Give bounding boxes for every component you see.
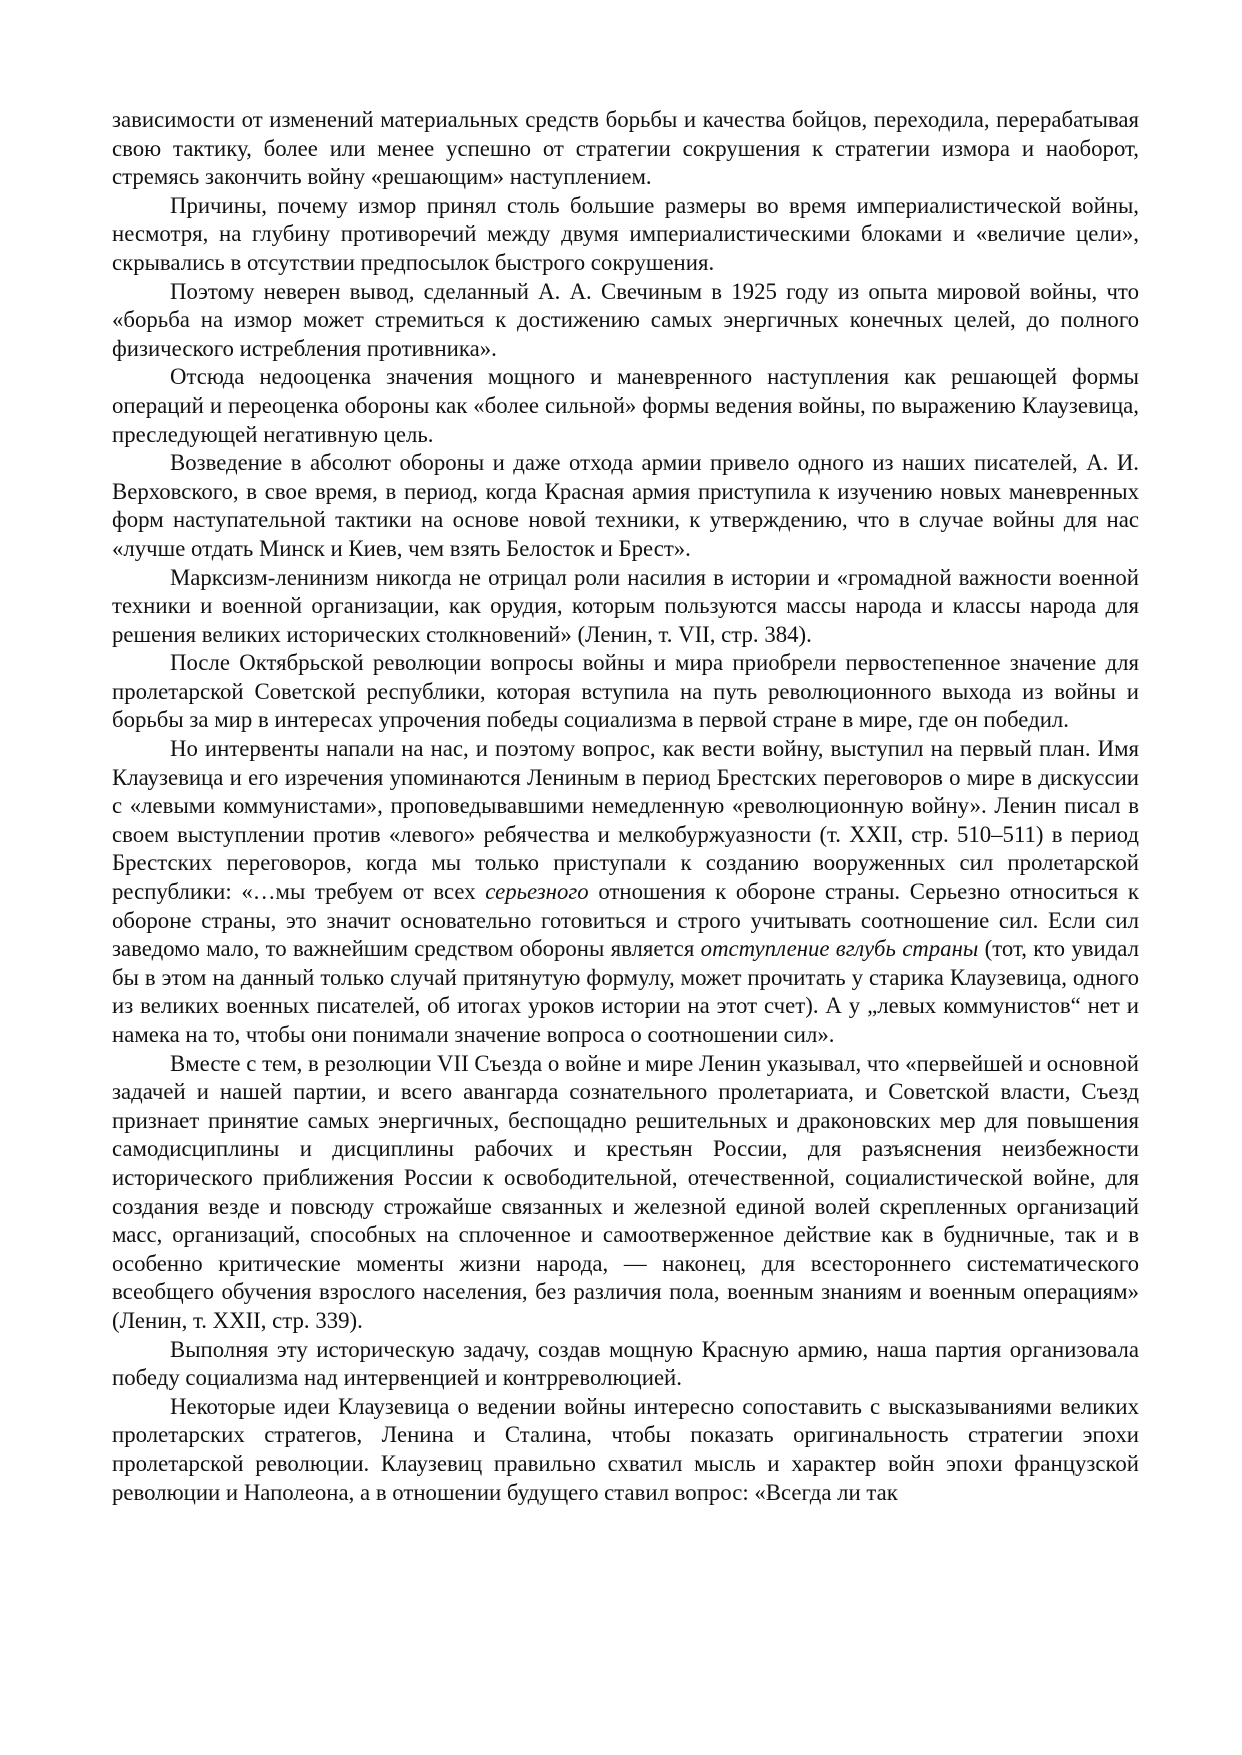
paragraph-7 (112, 649, 1139, 735)
paragraph-2 (112, 192, 1139, 278)
paragraph-6 (112, 564, 1139, 650)
paragraph-7-text: После Октябрьской революции вопросы войны и мира приобрели первостепенное значение для пролетарской Советской республики, которая вступила на путь революционного выхода из войны и борьбы за мир в интересах упрочения победы социализма в первой стране в мире, где он победил. (112, 650, 1139, 733)
paragraph-5 (112, 449, 1139, 563)
paragraph-6-text: Марксизм-ленинизм никогда не отрицал роли насилия в истории и «громадной важности военной техники и военной организации, как орудия, которым пользуются массы народа и классы народа для решения великих исторических столкновений» (Ленин, т. VII, стр. 384). (112, 564, 1139, 647)
paragraph-8-text-b: отношения к обороне страны. Серьезно относиться к обороне страны, это значит основательно готовиться и строго учитывать соотношение сил. Если сил заведомо мало, то важнейшим средством обороны является (112, 879, 1139, 962)
paragraph-3-text: Поэтому неверен вывод, сделанный А. А. Свечиным в 1925 году из опыта мировой войны, что «борьба на измор может стремиться к достижению самых энергичных конечных целей, до полного физического истребления противника». (112, 278, 1139, 361)
paragraph-8-text-a: Но интервенты напали на нас, и поэтому вопрос, как вести войну, выступил на первый план. Имя Клаузевица и его изречения упоминаются Лениным в период Брестских переговоров о мире в дискуссии с «левыми коммунистами», проповедывавшими немедленную «революционную войну». Ленин писал в своем выступлении против «левого» ребячества и мелкобуржуазности (т. XXII, стр. 510–511) в период Брестских переговоров, когда мы только приступали к созданию вооруженных сил пролетарской республики: «…мы требуем от всех (112, 736, 1139, 905)
paragraph-9 (112, 1050, 1139, 1336)
paragraph-3 (112, 278, 1139, 364)
paragraph-11-text: Некоторые идеи Клаузевица о ведении войны интересно сопоставить с высказываниями великих пролетарских стратегов, Ленина и Сталина, чтобы показать оригинальность стратегии эпохи пролетарской революции. Клаузевиц правильно схватил мысль и характер войн эпохи французской революции и Наполеона, а в отношении будущего ставил вопрос: «Всегда ли так (112, 1393, 1139, 1505)
paragraph-1-text: зависимости от изменений материальных средств борьбы и качества бойцов, переходила, перерабатывая свою тактику, более или менее успешно от стратегии сокрушения к стратегии измора и наоборот, стремясь закончить войну «решающим» наступлением. (112, 107, 1139, 190)
paragraph-8-italic-serious: серьезного (485, 879, 589, 905)
paragraph-8-italic-retreat: отступление вглубь страны (700, 936, 979, 962)
paragraph-2-text: Причины, почему измор принял столь большие размеры во время империалистической войны, несмотря, на глубину противоречий между двумя империалистическими блоками и «величие цели», скрывались в отсутствии предпосылок быстрого сокрушения. (112, 192, 1139, 275)
paragraph-4-text: Отсюда недооценка значения мощного и маневренного наступления как решающей формы операций и переоценка обороны как «более сильной» формы ведения войны, по выражению Клаузевица, преследующей негативную цель. (112, 364, 1139, 447)
paragraph-5-text: Возведение в абсолют обороны и даже отхода армии привело одного из наших писателей, А. И. Верховского, в свое время, в период, когда Красная армия приступила к изучению новых маневренных форм наступательной тактики на основе новой техники, к утверждению, что в случае войны для нас «лучше отдать Минск и Киев, чем взять Белосток и Брест». (112, 450, 1139, 561)
paragraph-4 (112, 363, 1139, 449)
paragraph-10-text: Выполняя эту историческую задачу, создав мощную Красную армию, наша партия организовала победу социализма над интервенцией и контрреволюцией. (112, 1336, 1139, 1391)
paragraph-1 (112, 106, 1139, 192)
paragraph-8 (112, 735, 1139, 1050)
paragraph-9-text: Вместе с тем, в резолюции VII Съезда о войне и мире Ленин указывал, что «первейшей и основной задачей и нашей партии, и всего авангарда сознательного пролетариата, и Советской власти, Съезд признает принятие самых энергичных, беспощадно решительных и драконовских мер для повышения самодисциплины и дисциплины рабочих и крестьян России, для разъяснения неизбежности исторического приближения России к освободительной, отечественной, социалистической войне, для создания везде и повсюду строжайше связанных и железной единой волей скрепленных организаций масс, организаций, способных на сплоченное и самоотверженное действие как в будничные, так и в особенно критические моменты жизни народа, — наконец, для всестороннего систематического всеобщего обучения взрослого населения, без различия пола, военным знаниям и военным операциям» (Ленин, т. XXII, стр. 339). (112, 1050, 1139, 1333)
paragraph-11 (112, 1393, 1139, 1507)
paragraph-10 (112, 1336, 1139, 1393)
paragraph-8-text-c: (тот, кто увидал бы в этом на данный только случай притянутую формулу, может прочитать у старика Клаузевица, одного из великих военных писателей, об итогах уроков истории на этот счет). А у „левых коммунистов“ нет и намека на то, чтобы они понимали значение вопроса о соотношении сил». (112, 936, 1139, 1047)
